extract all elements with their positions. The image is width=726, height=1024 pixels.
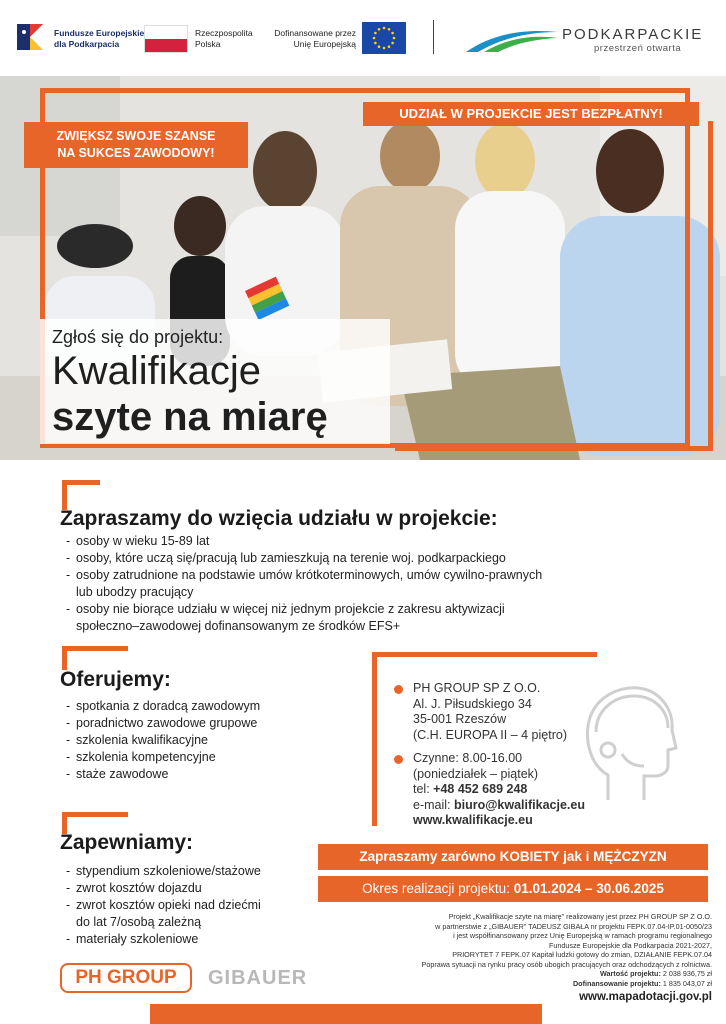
contact-accent-top — [372, 652, 597, 657]
project-funding-line — [292, 979, 712, 989]
chance-line1: ZWIĘKSZ SWOJE SZANSE — [56, 129, 216, 143]
efs-logo-text — [54, 28, 144, 50]
list-item: - osoby zatrudnione na podstawie umów krótkoterminowych, umów cywilno-prawnych — [66, 567, 626, 584]
company-name: PH GROUP SP Z O.O. — [413, 681, 541, 695]
note-line: w partnerstwie z „GIBAUER” TADEUSZ GIBAŁA nr projektu FEPK.07.04-IP.01-0050/23 — [435, 921, 712, 931]
provide-heading: Zapewniamy: — [60, 831, 194, 854]
list-item-cont: lub ubodzy pracujący — [76, 585, 194, 599]
apply-text: Zgłoś się do projektu: — [52, 327, 224, 347]
invite-heading: Zapraszamy do wzięcia udziału w projekcie: — [60, 507, 498, 530]
list-item: - stypendium szkoleniowe/stażowe — [66, 863, 326, 880]
hero-frame-right — [395, 121, 713, 451]
note-line: Poprawa sytuacji na rynku pracy osób ubogich pracujących oraz odchodzących z rolnictwa. — [421, 959, 712, 969]
list-item: - zwrot kosztów dojazdu — [66, 880, 326, 897]
career-chance-banner — [24, 122, 248, 168]
address-block — [413, 681, 567, 743]
bottom-accent-bar — [150, 1004, 542, 1024]
logo-separator — [433, 20, 434, 54]
offer-accent-top — [62, 646, 128, 651]
contact-accent-left — [372, 652, 377, 826]
provide-accent-top — [62, 812, 128, 817]
logo-bar — [0, 0, 726, 76]
region-name: PODKARPACKIE — [562, 26, 704, 43]
email-line[interactable] — [413, 798, 585, 814]
efs-line1: Fundusze Europejskie — [54, 28, 145, 38]
eu-logo-text — [272, 28, 356, 50]
email-label: e-mail: — [413, 797, 454, 812]
provide-list — [66, 863, 326, 948]
rp-logo-text — [195, 28, 253, 50]
list-item: - osoby nie biorące udziału w więcej niż jednym projekcie z zakresu aktywizacji — [66, 601, 626, 618]
project-funding-label: Dofinansowanie projektu: — [572, 978, 663, 988]
eu-flag-icon — [362, 22, 406, 54]
hours-bullet — [394, 755, 403, 764]
list-item: - poradnictwo zawodowe grupowe — [66, 715, 326, 732]
efs-logo-icon — [14, 20, 46, 54]
invite-accent-left — [62, 480, 67, 510]
poland-flag-icon — [144, 25, 188, 53]
hours-contact-block — [413, 751, 585, 829]
street: Al. J. Piłsudskiego 34 — [413, 696, 532, 711]
list-item-cont: społeczno–zawodowej dofinansowanym ze środków EFS+ — [76, 619, 401, 633]
period-value: 01.01.2024 – 30.06.2025 — [513, 881, 664, 896]
podkarpackie-swoosh-icon — [464, 24, 560, 54]
mapadotacji-link[interactable]: www.mapadotacji.gov.pl — [579, 991, 712, 1003]
project-funding: 1 835 043,07 zł — [662, 978, 712, 988]
project-title-line2: szyte na miarę — [52, 395, 328, 439]
project-title-line1: Kwalifikacje — [52, 349, 261, 393]
list-item: - szkolenia kompetencyjne — [66, 749, 326, 766]
project-value: 2 038 936,75 zł — [662, 969, 712, 978]
eu-line1: Dofinansowane przez — [274, 28, 356, 38]
offer-accent-left — [62, 646, 67, 670]
list-item — [66, 584, 626, 601]
list-item-cont: do lat 7/osobą zależną — [76, 915, 202, 929]
invite-accent-top — [62, 480, 100, 485]
list-item: - osoby, które uczą się/pracują lub zamieszkują na terenie woj. podkarpackiego — [66, 550, 626, 567]
hero-title-box — [40, 319, 390, 444]
phone-line[interactable] — [413, 782, 585, 798]
offer-heading: Oferujemy: — [60, 668, 171, 691]
email-link[interactable]: biuro@kwalifikacje.eu — [453, 797, 585, 812]
note-line: Fundusze Europejskie dla Podkarpacia 2021-2027, — [548, 940, 712, 950]
list-item — [66, 914, 326, 931]
list-item: - spotkania z doradcą zawodowym — [66, 698, 326, 715]
address-bullet — [394, 685, 403, 694]
list-item: - zwrot kosztów opieki nad dziećmi — [66, 897, 326, 914]
list-item — [66, 618, 626, 635]
gender-banner: Zapraszamy zarówno KOBIETY jak i MĘŻCZYZN — [318, 844, 708, 870]
rp-line1: Rzeczpospolita — [195, 28, 253, 38]
list-item: - osoby w wieku 15-89 lat — [66, 533, 626, 550]
rp-line2: Polska — [195, 39, 221, 49]
city: 35-001 Rzeszów — [413, 712, 507, 726]
phone-label: tel: — [413, 782, 434, 796]
efs-line2: dla Podkarpacia — [54, 39, 120, 49]
chance-line2: NA SUKCES ZAWODOWY! — [57, 146, 215, 160]
list-item: - szkolenia kwalifikacyjne — [66, 732, 326, 749]
invite-list — [66, 533, 626, 635]
ph-group-logo: PH GROUP — [60, 963, 192, 993]
project-value-label: Wartość projektu: — [600, 969, 663, 978]
building: (C.H. EUROPA II – 4 piętro) — [413, 727, 567, 742]
headset-person-icon — [578, 680, 678, 805]
period-label: Okres realizacji projektu: — [362, 881, 514, 896]
note-line: PRIORYTET 7 FEPK.07 Kapitał ludzki gotowy do zmian, DZIAŁANIE FEPK.07.04 — [452, 950, 712, 959]
free-participation-banner: UDZIAŁ W PROJEKCIE JEST BEZPŁATNY! — [363, 102, 699, 126]
list-item: - materiały szkoleniowe — [66, 931, 326, 948]
gibauer-logo: GIBAUER — [208, 967, 308, 989]
note-line: Projekt „Kwalifikacje szyte na miarę” realizowany jest przez PH GROUP SP Z O.O. — [448, 912, 712, 921]
list-item: - staże zawodowe — [66, 766, 326, 783]
period-banner — [318, 876, 708, 902]
region-tagline: przestrzeń otwarta — [594, 43, 682, 54]
project-value-line — [292, 969, 712, 979]
opening-hours: Czynne: 8.00-16.00 — [413, 751, 523, 765]
eu-line2: Unię Europejską — [293, 39, 356, 49]
opening-days: (poniedziałek – piątek) — [413, 766, 539, 781]
hero-photo — [0, 76, 726, 460]
project-note — [292, 912, 712, 988]
website-link[interactable]: www.kwalifikacje.eu — [413, 813, 533, 827]
note-line: i jest współfinansowany przez Unię Europejską w ramach programu regionalnego — [453, 931, 712, 940]
offer-list — [66, 698, 326, 783]
phone-number[interactable]: +48 452 689 248 — [433, 782, 528, 796]
